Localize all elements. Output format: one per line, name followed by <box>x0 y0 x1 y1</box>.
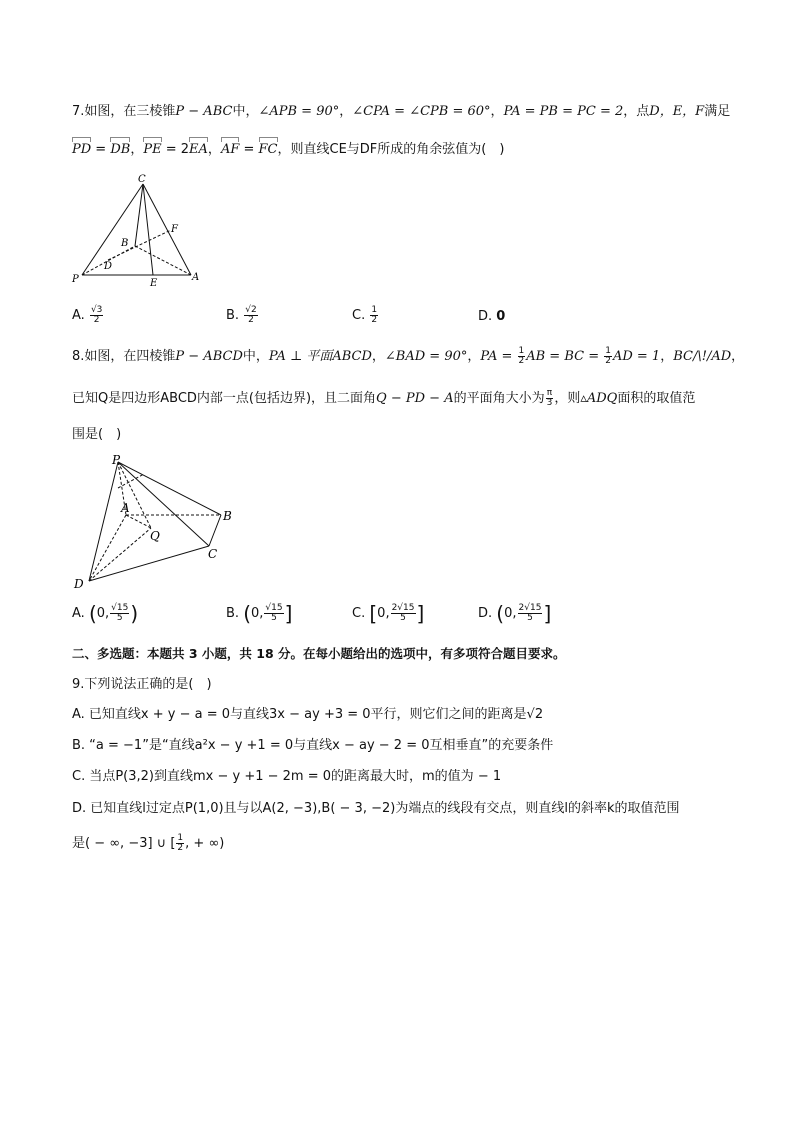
vec-pe: PE <box>143 142 162 157</box>
q8-stem-line3 <box>72 426 121 444</box>
q8-cond: PA ⊥ 平面ABCD <box>268 349 372 364</box>
fraction <box>391 604 416 623</box>
q9-stem: 9.下列说法正确的是( ) <box>72 677 212 692</box>
q8-stem-line2 <box>72 389 695 408</box>
q8-text: 已知Q是四边形ABCD内部一点(包括边界)，且二面角 <box>72 391 377 406</box>
numerator: 1 <box>605 346 611 356</box>
q8-option-c[interactable] <box>352 601 425 626</box>
vec-af: AF <box>220 142 240 157</box>
denominator: 2 <box>248 315 254 325</box>
q8-text: ， <box>660 349 674 364</box>
q7-mid2: ，点 <box>623 104 650 119</box>
range-text: 是( − ∞, −3] ∪ [ <box>72 836 176 851</box>
q9-option-a[interactable]: A. 已知直线x + y − a = 0与直线3x − ay +3 = 0平行，则它们之间的距离是√2 <box>72 707 544 722</box>
denominator: 2 <box>177 843 184 853</box>
q8-text: 面积的取值范 <box>617 391 696 406</box>
bracket: ( <box>496 601 505 626</box>
bracket: ( <box>88 601 97 626</box>
denominator: 2 <box>518 356 525 366</box>
bracket: ) <box>130 601 139 626</box>
q9-option-d-line2[interactable] <box>72 834 224 853</box>
q7-cond3: PA = PB = PC = 2 <box>503 104 624 119</box>
q7-sep1: ， <box>339 104 353 119</box>
label-f: F <box>171 224 178 235</box>
q8-text: ，则 <box>554 391 581 406</box>
numerator: √2 <box>245 305 257 315</box>
q8-cond: BC/\!/AD <box>673 349 732 364</box>
numerator: 1 <box>371 305 378 315</box>
option-label: B. <box>226 308 240 323</box>
denominator: 5 <box>400 613 406 623</box>
fraction-pi <box>546 389 554 408</box>
q8-triangle: ▵ADQ <box>580 391 618 406</box>
q7-end1: 满足 <box>704 104 731 119</box>
fraction-half <box>518 347 526 366</box>
q7-option-b[interactable] <box>226 306 259 325</box>
label-d: D <box>104 261 113 272</box>
option-value: 0 <box>496 309 506 324</box>
q8-option-a[interactable] <box>72 601 139 626</box>
q7-points: D，E，F <box>649 104 705 119</box>
option-label: A. <box>72 308 85 323</box>
option-value: 0, <box>504 606 517 621</box>
q8-text: 的平面角大小为 <box>453 391 545 406</box>
q7-tail: ，则直线CE与DF所成的角余弦值为( ) <box>277 142 505 157</box>
q7-stem-line1 <box>72 103 730 121</box>
q8-cond: AB = BC = <box>526 349 604 364</box>
denominator: 2 <box>371 315 378 325</box>
q7-option-a[interactable] <box>72 306 104 325</box>
numerator: 2√15 <box>518 603 542 613</box>
denominator: 2 <box>605 356 611 366</box>
fraction <box>90 306 103 325</box>
denominator: 3 <box>546 398 553 408</box>
q7-mid1: 中， <box>232 104 259 119</box>
q7-cond1: ∠APB = 90° <box>258 104 340 119</box>
section-heading: 二、多选题：本题共 3 小题，共 18 分。在每小题给出的选项中，有多项符合题目要求。 <box>72 646 566 661</box>
q8-text: 中， <box>242 349 269 364</box>
numerator: 1 <box>177 833 184 843</box>
option-label: C. <box>352 308 366 323</box>
numerator: √15 <box>111 603 129 613</box>
fraction <box>518 604 543 623</box>
q8-cond: AD = 1 <box>612 349 661 364</box>
fraction-half <box>604 347 612 366</box>
fraction <box>176 834 184 853</box>
q8-stem-line1 <box>72 347 744 366</box>
label-b: B <box>223 509 232 523</box>
option-value: 0, <box>251 606 264 621</box>
fraction <box>370 306 378 325</box>
q9-option-b[interactable]: B. “a = −1”是“直线a²x − y +1 = 0与直线x − ay − 2 = 0互相垂直”的充要条件 <box>72 738 554 753</box>
bracket: ( <box>243 601 252 626</box>
option-label: A. <box>72 606 85 621</box>
numerator: 2√15 <box>391 603 415 613</box>
option-value: 0, <box>96 606 110 621</box>
vec-pd: PD <box>72 142 92 157</box>
numerator: √3 <box>90 305 103 315</box>
range-text: , + ∞) <box>185 836 225 851</box>
fraction <box>110 604 129 623</box>
vec-db: DB <box>110 142 131 157</box>
option-value: 0, <box>377 606 390 621</box>
vec-fc: FC <box>258 142 278 157</box>
label-c: C <box>208 547 218 561</box>
label-a: A <box>192 272 200 283</box>
label-e: E <box>150 278 158 289</box>
label-d: D <box>74 577 84 591</box>
q7-c1: ， <box>130 142 144 157</box>
label-b: B <box>121 238 129 249</box>
bracket: ] <box>543 601 552 626</box>
q7-eq1: = <box>91 142 111 157</box>
denominator: 5 <box>271 613 277 623</box>
q9-option-d-line1[interactable]: D. 已知直线l过定点P(1,0)且与以A(2, −3),B( − 3, −2)为端点的线段有交点，则直线l的斜率k的取值范围 <box>72 801 680 816</box>
label-q: Q <box>150 529 160 543</box>
bracket: ] <box>416 601 425 626</box>
q7-pyramid: P − ABC <box>175 104 233 119</box>
q8-option-d[interactable] <box>478 601 552 626</box>
q7-c2: ， <box>207 142 221 157</box>
label-p: P <box>112 453 121 467</box>
q7-prefix: 7.如图，在三棱锥 <box>72 104 176 119</box>
q7-sep2: ， <box>490 104 504 119</box>
option-label: C. <box>352 606 366 621</box>
q8-option-b[interactable] <box>226 601 293 626</box>
q8-text: ， <box>371 349 385 364</box>
q8-figure <box>66 450 246 595</box>
option-label: D. <box>478 606 493 621</box>
q7-stem-line2 <box>72 141 504 159</box>
q8-text: 围是( ) <box>72 427 122 442</box>
vec-ea: EA <box>189 142 208 157</box>
option-label: B. <box>226 606 240 621</box>
q7-figure <box>66 172 206 290</box>
q8-pyramid: P − ABCD <box>175 349 243 364</box>
label-a: A <box>121 501 130 515</box>
label-p: P <box>72 274 79 285</box>
fraction <box>244 306 257 325</box>
denominator: 5 <box>116 613 123 623</box>
bracket: [ <box>369 601 378 626</box>
q7-eq3: = <box>239 142 259 157</box>
q8-text: 8.如图，在四棱锥 <box>72 349 176 364</box>
q8-text: ， <box>467 349 481 364</box>
q8-cond: ∠BAD = 90° <box>384 349 468 364</box>
q7-option-d[interactable] <box>478 308 505 326</box>
q9-option-c[interactable]: C. 当点P(3,2)到直线mx − y +1 − 2m = 0的距离最大时，m的值为 − 1 <box>72 769 502 784</box>
q8-dihedral: Q − PD − A <box>376 391 454 406</box>
bracket: ] <box>284 601 293 626</box>
q8-cond: PA = <box>480 349 517 364</box>
fraction <box>264 604 283 623</box>
denominator: 2 <box>93 315 100 325</box>
q7-cond2: ∠CPA = ∠CPB = 60° <box>352 104 491 119</box>
numerator: √15 <box>265 603 283 613</box>
denominator: 5 <box>527 613 533 623</box>
numerator: π <box>546 388 553 398</box>
q7-option-c[interactable] <box>352 306 379 325</box>
q7-eq2: = 2 <box>161 142 190 157</box>
numerator: 1 <box>518 346 525 356</box>
label-c: C <box>138 174 146 185</box>
q8-text: ， <box>731 349 745 364</box>
option-label: D. <box>478 309 493 324</box>
